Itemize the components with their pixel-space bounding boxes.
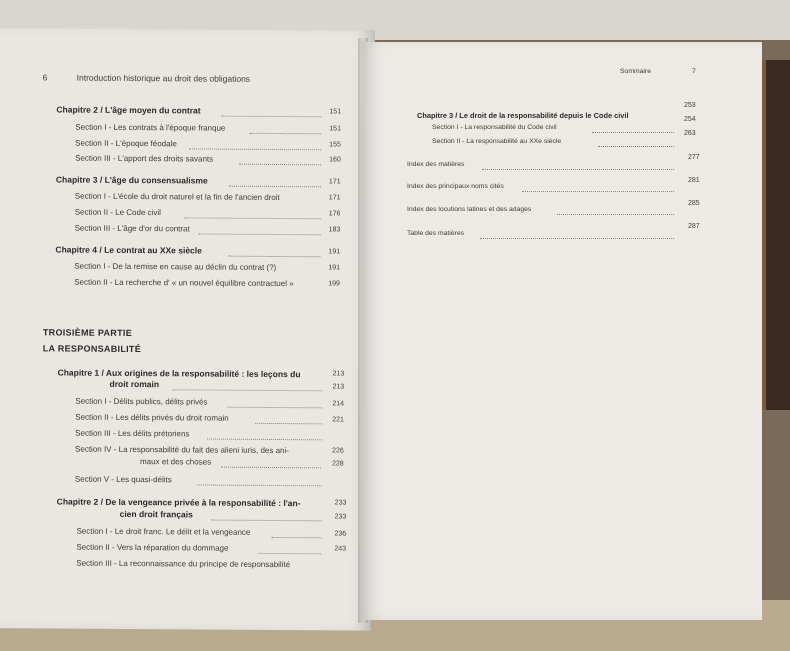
chapter-page: 171 [328,178,341,186]
part-label: TROISIÈME PARTIE [42,327,133,338]
index-page: 277 [688,154,700,161]
section-line: Section II - Les délits privés du droit romain [75,412,229,423]
index-entry: Table des matières [407,230,465,237]
index-entry: Index des locutions latines et des adages [407,206,532,213]
section-line: Section II - Le Code civil [74,207,162,218]
chapter-title: Chapitre 2 / L'âge moyen du contrat [56,104,201,116]
section-page: 236 [334,530,347,538]
section-line: Section III - Les délits prétoriens [75,428,190,439]
right-page-number: 7 [692,68,696,75]
chapter-page: 253 [684,102,696,109]
chapter-page: 213 [332,370,345,378]
chapter-page: 233 [334,513,347,521]
section-line: Section III - La reconnaissance du principe de responsabilité [76,558,291,570]
index-page: 281 [688,177,700,184]
open-book [0,18,790,618]
chapter-title: Chapitre 1 / Aux origines de la responsabilité : les leçons du [57,367,301,380]
section-page: 191 [328,264,341,272]
section-line: Section III - L'âge d'or du contrat [74,223,190,234]
chapter-page: 213 [332,383,345,391]
right-running-head: Sommaire [620,68,651,75]
left-page [0,28,375,631]
section-line: Section I - Délits publics, délits privés [75,396,208,407]
section-page: 228 [331,460,344,468]
section-page: 221 [332,416,344,424]
section-line: Section I - La responsabilité du Code civil [432,124,557,131]
section-line: Section III - L'apport des droits savants [75,153,214,164]
section-line: Section I - Les contrats à l'époque franque [75,122,226,133]
chapter-title: Chapitre 3 / Le droit de la responsabilité depuis le Code civil [417,111,629,120]
section-page: 263 [684,130,696,137]
index-page: 285 [688,200,700,207]
section-line: Section I - Le droit franc. Le délit et la vengeance [76,526,251,537]
left-page-number: 6 [42,72,48,83]
section-line: Section V - Les quasi-délits [74,474,172,485]
chapter-title: Chapitre 2 / De la vengeance privée à la responsabilité : l'an- [56,496,301,509]
section-line: Section I - De la remise en cause au déclin du contrat (?) [74,261,277,273]
index-page: 287 [688,223,700,230]
section-page: 171 [328,194,341,202]
section-page: 254 [684,116,696,123]
section-line: Section II - L'époque féodale [75,138,177,149]
index-entry: Index des matières [407,161,465,168]
part-title: LA RESPONSABILITÉ [42,343,142,355]
section-line: Section II - Vers la réparation du dommage [76,542,229,553]
section-line: Section IV - La responsabilité du fait des alieni iuris, des ani- [75,444,289,456]
section-page: 243 [334,545,347,553]
section-page: 176 [328,210,341,218]
chapter-page: 233 [334,499,347,507]
section-page: 183 [328,226,341,234]
chapter-page: 191 [328,248,341,256]
section-page: 199 [328,280,340,288]
chapter-title: Chapitre 3 / L'âge du consensualisme [55,174,208,186]
chapter-page: 151 [329,108,342,116]
chapter-title: Chapitre 4 / Le contrat au XXe siècle [55,244,202,256]
section-line-cont: maux et des choses [139,457,212,467]
section-page: 151 [329,125,342,133]
section-page: 226 [332,447,344,455]
section-page: 155 [329,141,341,149]
section-page: 214 [332,400,345,408]
chapter-title-cont: droit romain [109,378,160,390]
left-running-head: Introduction historique au droit des obligations [76,72,251,84]
section-line: Section II - La recherche d' « un nouvel équilibre contractuel » [74,277,294,289]
index-entry: Index des principaux noms cités [407,183,504,190]
section-line: Section II - La responsabilité au XXe siècle [432,138,562,145]
section-page: 160 [329,156,341,164]
right-page [362,42,762,620]
section-line: Section I - L'école du droit naturel et la fin de l'ancien droit [74,191,280,203]
chapter-title-cont: cien droit français [119,508,193,520]
